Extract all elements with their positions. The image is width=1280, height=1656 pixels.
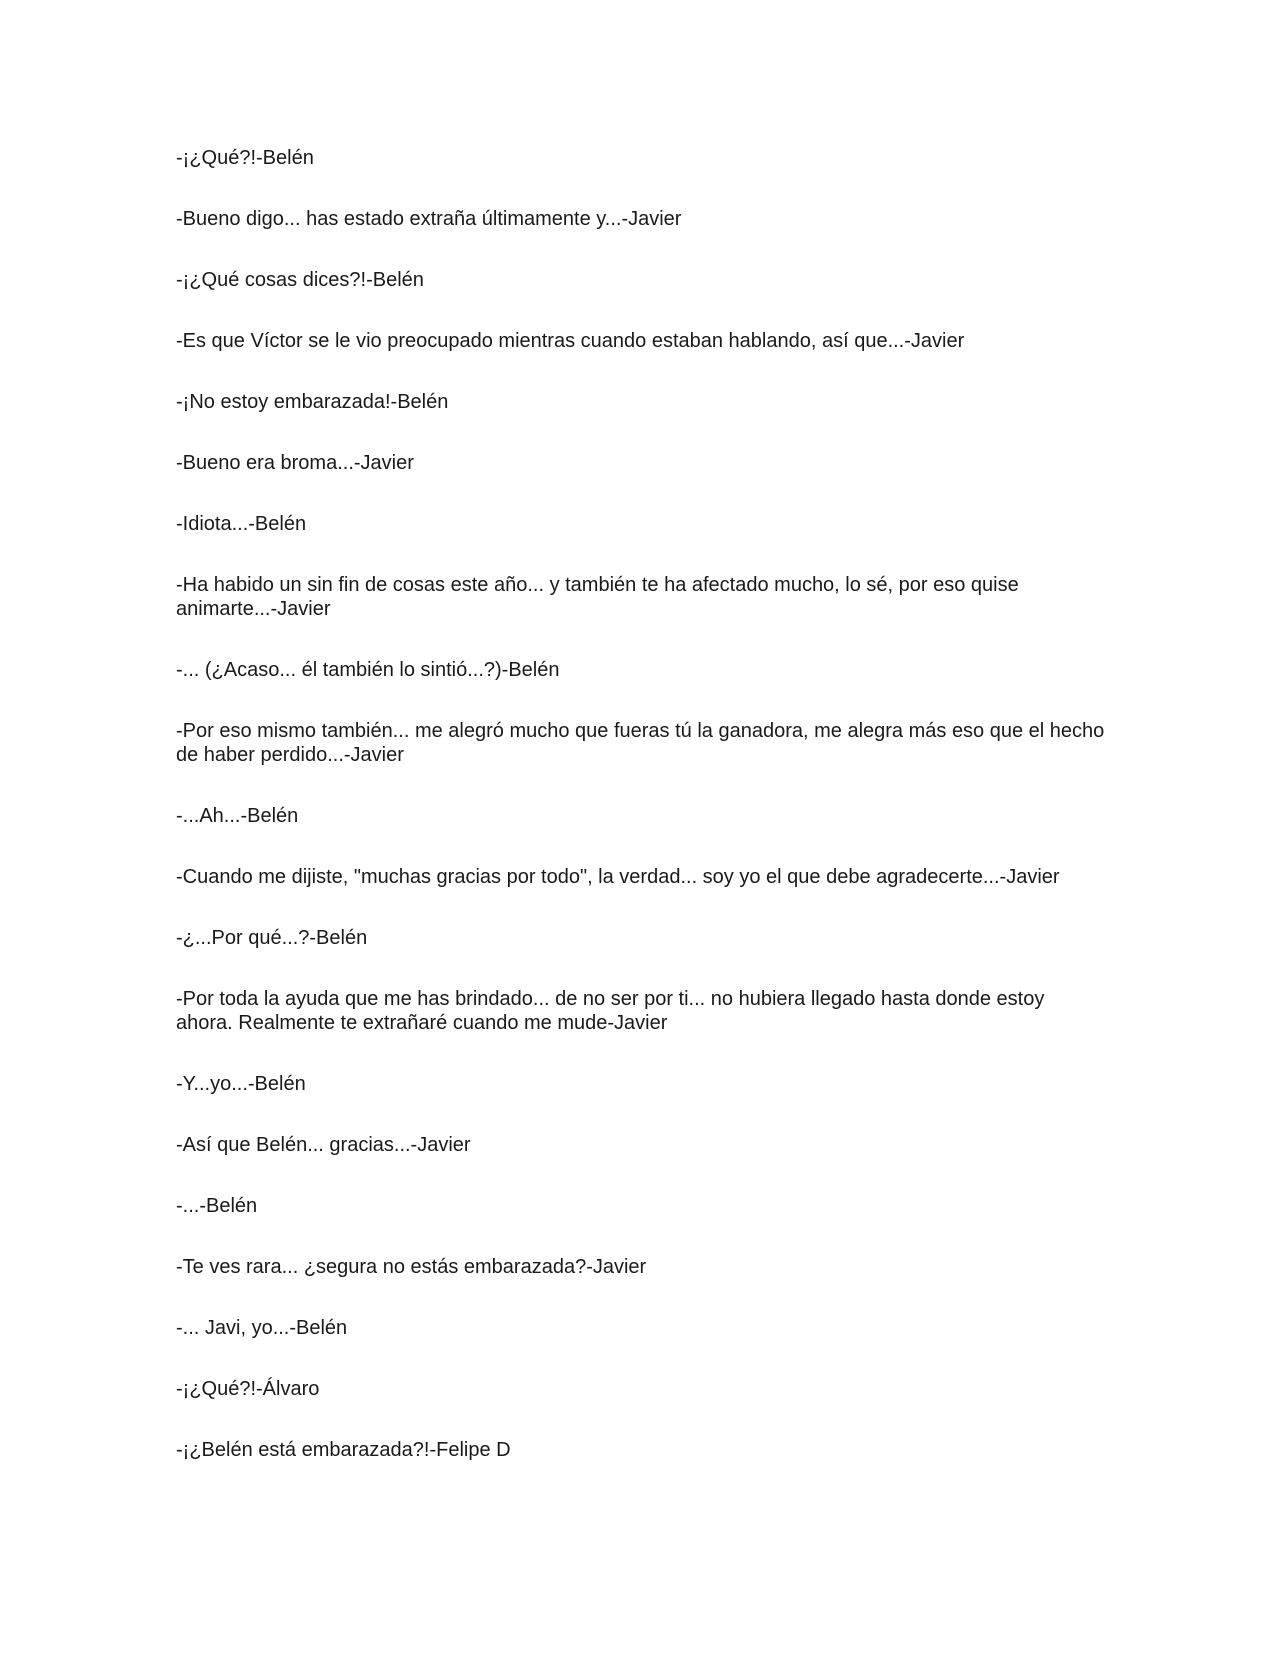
dialogue-line: -Por toda la ayuda que me has brindado... de no ser por ti... no hubiera llegado hasta donde estoy ahora. Realmente te extrañaré cuando me mude-Javier	[176, 988, 1045, 1034]
dialogue-line: -Y...yo...-Belén	[176, 1073, 306, 1095]
dialogue-line: -Es que Víctor se le vio preocupado mientras cuando estaban hablando, así que...-Javier	[176, 330, 965, 352]
dialogue-line: -Bueno digo... has estado extraña últimamente y...-Javier	[176, 208, 682, 230]
dialogue-line: -¿...Por qué...?-Belén	[176, 927, 368, 949]
dialogue-line: -Bueno era broma...-Javier	[176, 452, 414, 474]
dialogue-line: -Por eso mismo también... me alegró mucho que fueras tú la ganadora, me alegra más eso que el hecho de haber perdido...-Javier	[176, 720, 1105, 766]
document-body	[176, 146, 1106, 1499]
dialogue-line: -Cuando me dijiste, "muchas gracias por todo", la verdad... soy yo el que debe agradecerte...-Javier	[176, 866, 1060, 888]
dialogue-line: -Te ves rara... ¿segura no estás embarazada?-Javier	[176, 1256, 647, 1278]
dialogue-line: -¡No estoy embarazada!-Belén	[176, 391, 449, 413]
dialogue-line: -...Ah...-Belén	[176, 805, 299, 827]
dialogue-line: -¡¿Belén está embarazada?!-Felipe D	[176, 1439, 511, 1461]
dialogue-line: -... Javi, yo...-Belén	[176, 1317, 348, 1339]
dialogue-line: -Así que Belén... gracias...-Javier	[176, 1134, 471, 1156]
dialogue-line: -Ha habido un sin fin de cosas este año... y también te ha afectado mucho, lo sé, por eso quise animarte...-Javier	[176, 574, 1019, 620]
dialogue-line: -¡¿Qué?!-Álvaro	[176, 1378, 320, 1400]
dialogue-line: -¡¿Qué cosas dices?!-Belén	[176, 269, 424, 291]
dialogue-line: -Idiota...-Belén	[176, 513, 307, 535]
dialogue-line: -...-Belén	[176, 1195, 258, 1217]
dialogue-line: -... (¿Acaso... él también lo sintió...?)-Belén	[176, 659, 560, 681]
dialogue-line: -¡¿Qué?!-Belén	[176, 147, 314, 169]
